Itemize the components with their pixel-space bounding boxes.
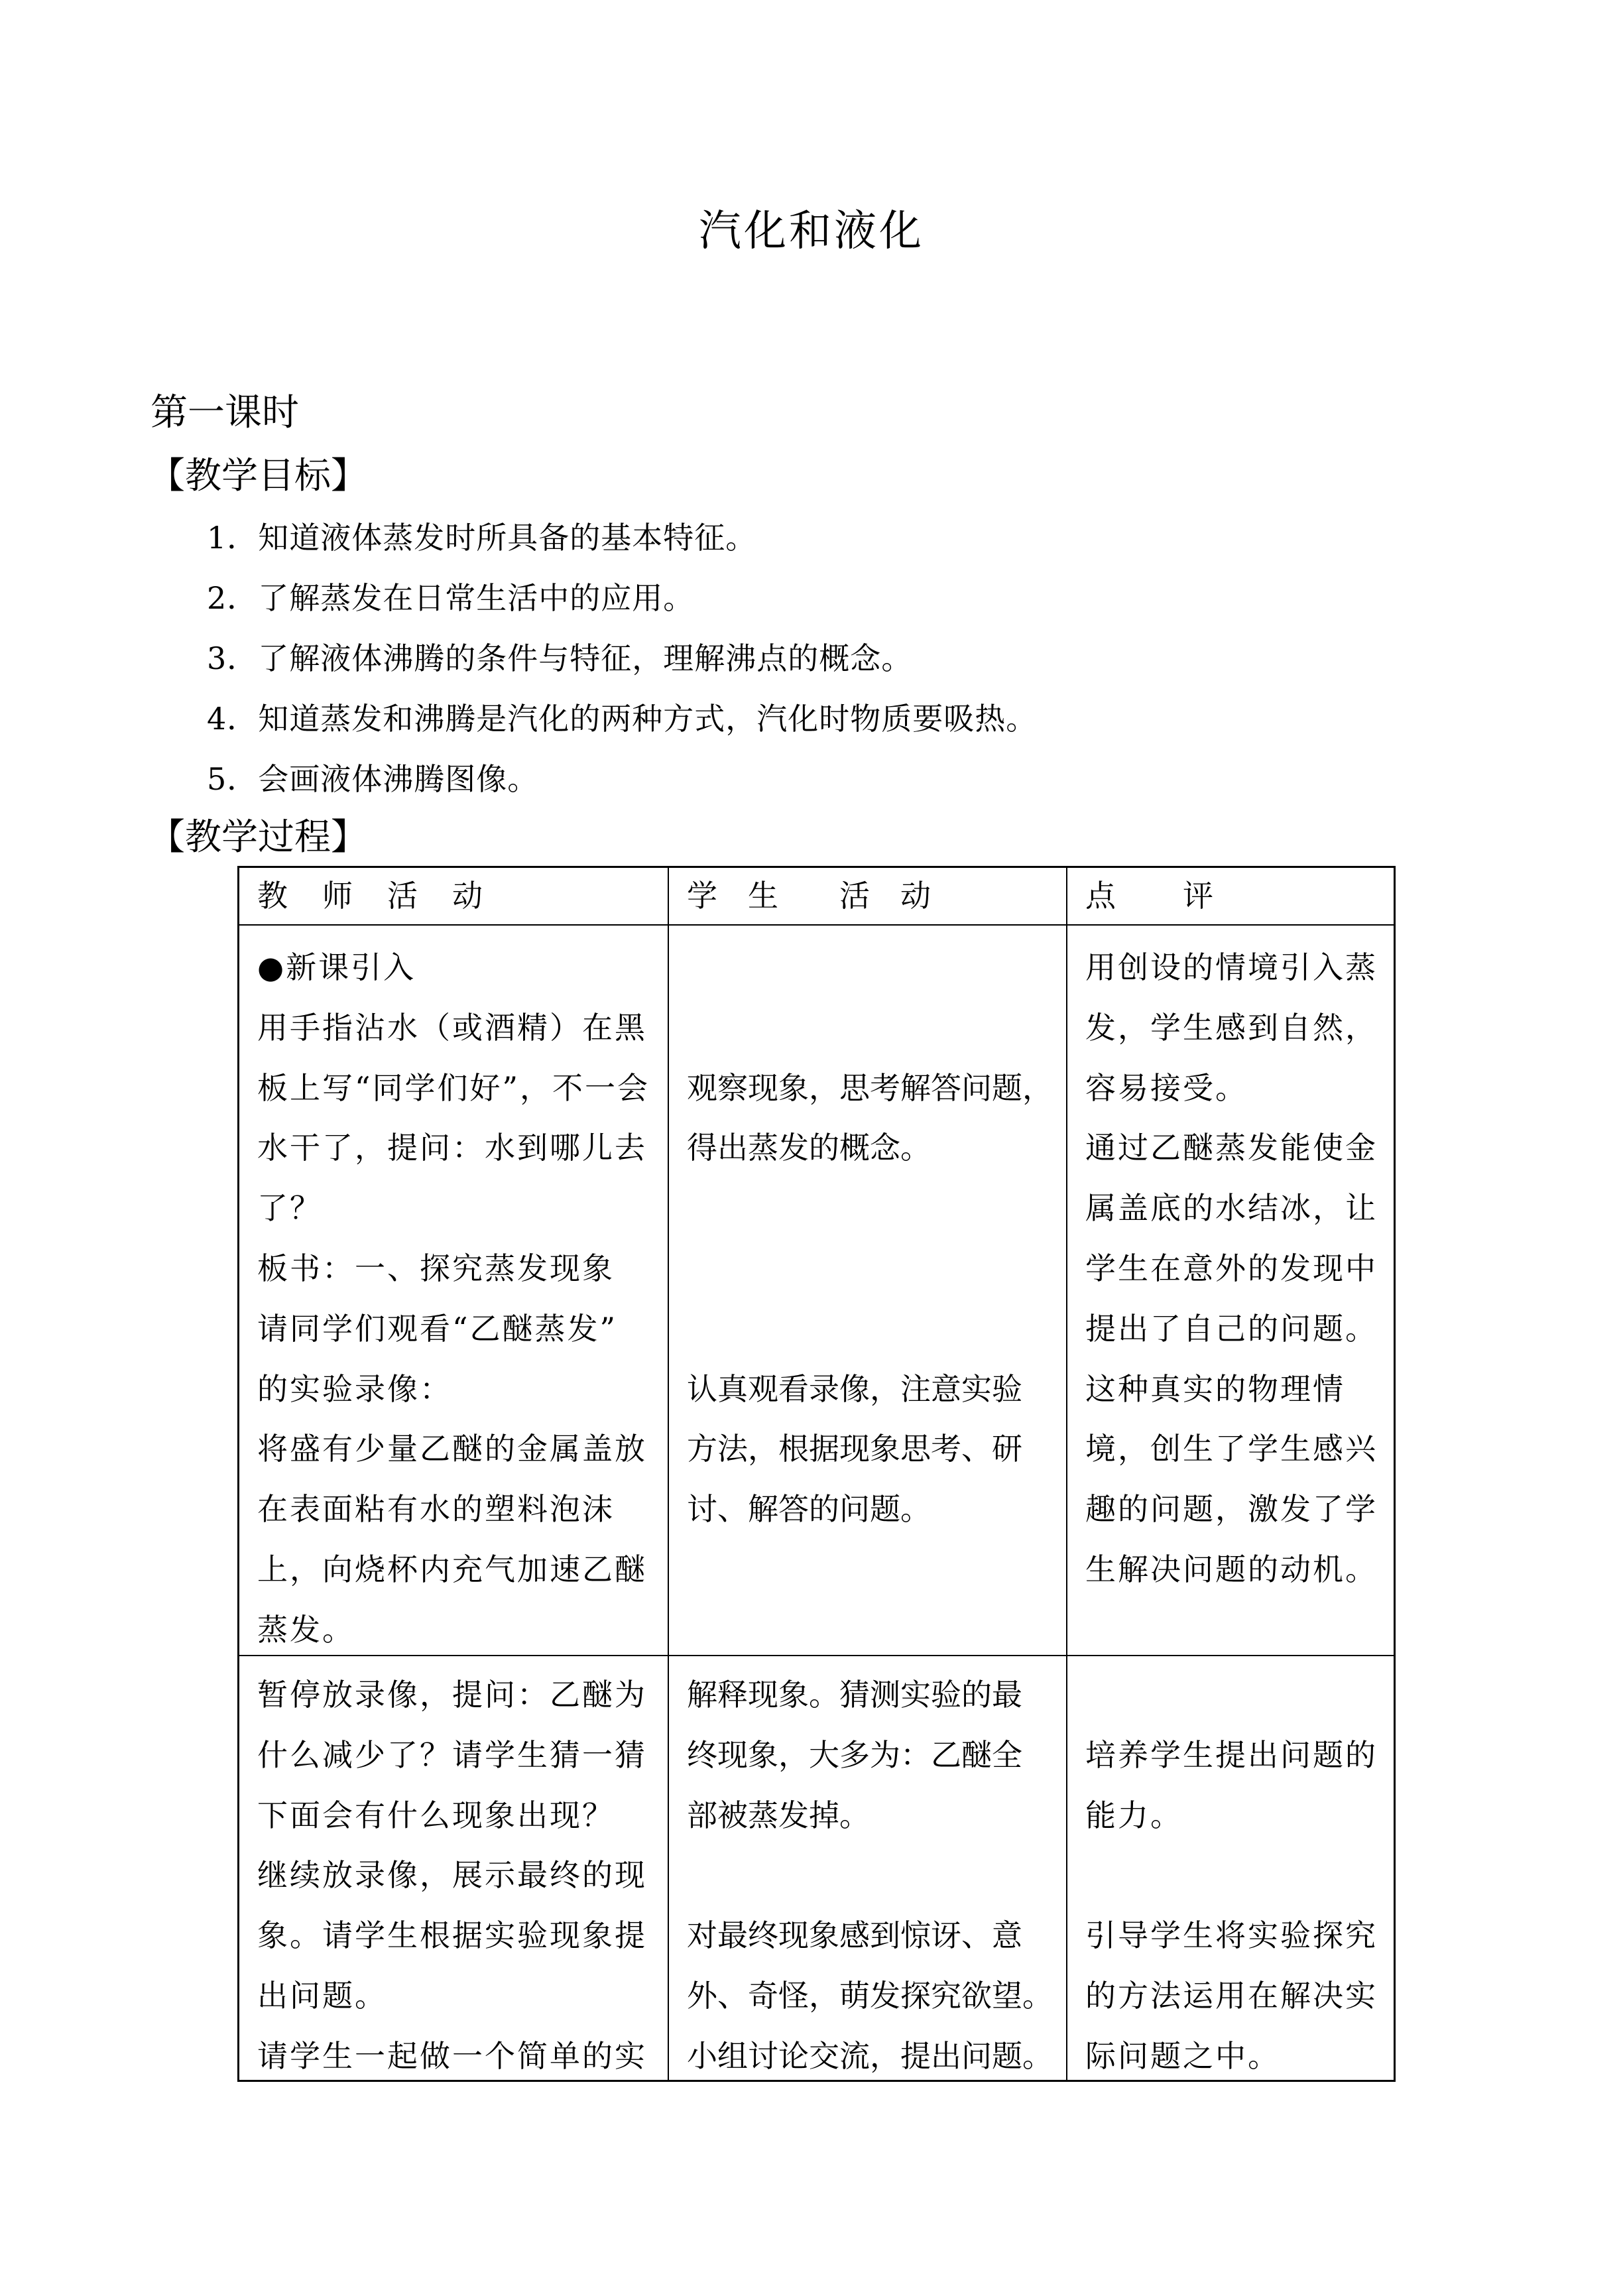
cell-line: 提出了自己的问题。 <box>1085 1310 1378 1347</box>
cell-comment <box>1067 1656 1394 2080</box>
cell-line: 象。请学生根据实验现象提 <box>257 1917 647 1954</box>
cell-line: 学生在意外的发现中 <box>1085 1250 1378 1286</box>
page-title: 汽化和液化 <box>699 207 924 256</box>
cell-line: 了？ <box>257 1190 322 1227</box>
header-teacher-activity: 教 师 活 动 <box>239 868 669 926</box>
cell-line: 部被蒸发掉。 <box>687 1797 870 1833</box>
cell-line <box>687 1178 1066 1239</box>
objectives-list <box>207 508 1037 810</box>
cell-line: 板书：一、探究蒸发现象 <box>257 1250 615 1286</box>
lesson-process-table <box>237 866 1396 2082</box>
cell-line: 下面会有什么现象出现？ <box>257 1797 615 1833</box>
cell-line: 生解决问题的动机。 <box>1085 1551 1378 1587</box>
cell-line: 引导学生将实验探究 <box>1085 1917 1378 1954</box>
cell-line <box>687 1299 1066 1359</box>
cell-line: 发，学生感到自然， <box>1085 1009 1378 1046</box>
cell-teacher-activity <box>239 1656 669 2080</box>
cell-line: 板上写“同学们好”，不一会 <box>257 1069 650 1106</box>
cell-line: 在表面粘有水的塑料泡沫 <box>257 1491 615 1528</box>
cell-line: 讨、解答的问题。 <box>687 1491 931 1528</box>
objective-item: 1．知道液体蒸发时所具备的基本特征。 <box>207 520 757 556</box>
objective-item: 5．会画液体沸腾图像。 <box>207 761 539 797</box>
cell-line: 外、奇怪，萌发探究欲望。 <box>687 1977 1053 2014</box>
cell-line: 容易接受。 <box>1085 1069 1248 1106</box>
cell-line: 对最终现象感到惊讶、意 <box>687 1917 1022 1954</box>
objectives-heading: 【教学目标】 <box>149 454 368 497</box>
cell-line <box>687 1239 1066 1299</box>
cell-line: 能力。 <box>1085 1797 1183 1833</box>
cell-line: 这种真实的物理情 <box>1085 1370 1345 1407</box>
cell-line: 将盛有少量乙醚的金属盖放 <box>257 1431 647 1467</box>
cell-line: 通过乙醚蒸发能使金 <box>1085 1130 1378 1166</box>
process-heading: 【教学过程】 <box>149 816 368 858</box>
header-comment: 点 评 <box>1067 868 1394 926</box>
cell-line: 解释现象。猜测实验的最 <box>687 1677 1022 1713</box>
cell-line: 请学生一起做一个简单的实 <box>257 2037 647 2074</box>
cell-student-activity <box>669 926 1067 1656</box>
cell-line: ●新课引入 <box>257 949 416 985</box>
lesson-label: 第一课时 <box>150 391 299 434</box>
cell-line: 上，向烧杯内充气加速乙醚 <box>257 1551 647 1587</box>
cell-line <box>687 1845 1066 1905</box>
cell-line: 际问题之中。 <box>1085 2037 1280 2074</box>
cell-line: 的方法运用在解决实 <box>1085 1977 1378 2014</box>
cell-line: 请同学们观看“乙醚蒸发” <box>257 1310 618 1347</box>
cell-line: 境，创生了学生感兴 <box>1085 1431 1378 1467</box>
cell-line: 方法，根据现象思考、研 <box>687 1431 1022 1467</box>
cell-line: 认真观看录像，注意实验 <box>687 1370 1022 1407</box>
cell-line: 趣的问题，激发了学 <box>1085 1491 1378 1528</box>
cell-line: 用创设的情境引入蒸 <box>1085 949 1378 985</box>
cell-line: 继续放录像，展示最终的现 <box>257 1857 647 1894</box>
cell-student-activity <box>669 1656 1067 2080</box>
cell-line <box>1085 1665 1394 1725</box>
header-student-activity: 学 生 活 动 <box>669 868 1067 926</box>
cell-line: 终现象，大多为：乙醚全 <box>687 1736 1022 1773</box>
cell-line: 属盖底的水结冰，让 <box>1085 1190 1378 1227</box>
cell-line: 出问题。 <box>257 1977 387 2014</box>
cell-line <box>687 937 1066 998</box>
cell-line: 蒸发。 <box>257 1611 355 1648</box>
cell-line: 用手指沾水（或酒精）在黑 <box>257 1009 647 1046</box>
cell-line: 水干了，提问：水到哪儿去 <box>257 1130 647 1166</box>
cell-line: 的实验录像： <box>257 1370 452 1407</box>
objective-item: 3．了解液体沸腾的条件与特征，理解沸点的概念。 <box>207 640 913 676</box>
cell-line: 观察现象，思考解答问题， <box>687 1069 1053 1106</box>
cell-line <box>687 998 1066 1058</box>
cell-teacher-activity <box>239 926 669 1656</box>
cell-line: 小组讨论交流，提出问题。 <box>687 2037 1053 2074</box>
cell-line: 暂停放录像，提问：乙醚为 <box>257 1677 647 1713</box>
cell-comment <box>1067 926 1394 1656</box>
objective-item: 2．了解蒸发在日常生活中的应用。 <box>207 580 695 616</box>
cell-line <box>1085 1845 1394 1905</box>
objective-item: 4．知道蒸发和沸腾是汽化的两种方式，汽化时物质要吸热。 <box>207 701 1038 737</box>
cell-line: 什么减少了？请学生猜一猜 <box>257 1736 647 1773</box>
cell-line: 得出蒸发的概念。 <box>687 1130 931 1166</box>
cell-line: 培养学生提出问题的 <box>1085 1736 1378 1773</box>
